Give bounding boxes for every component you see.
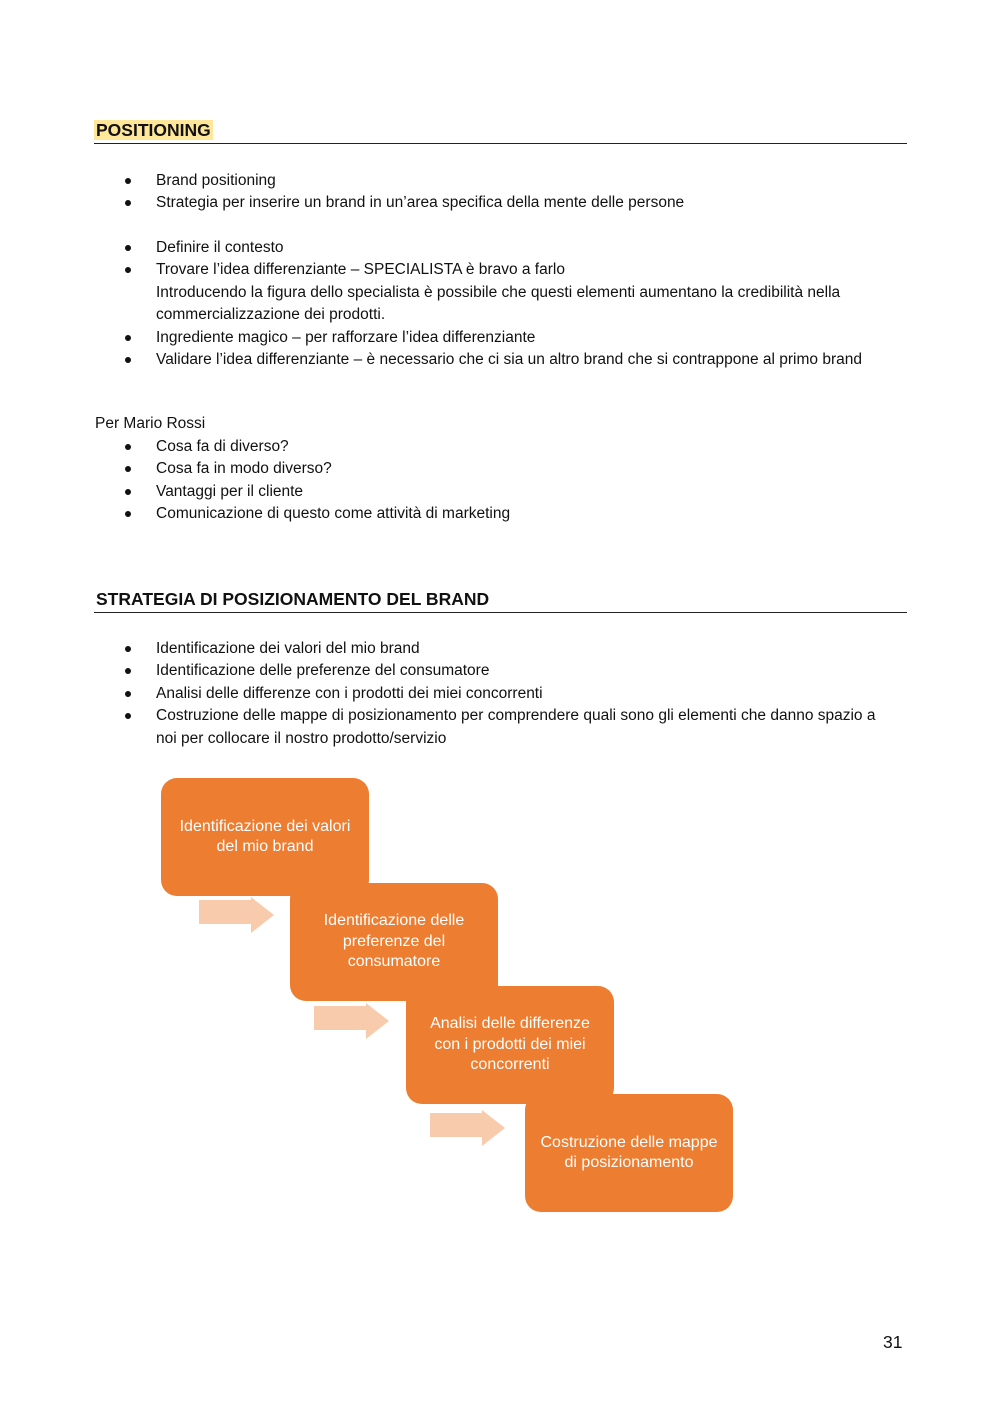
list-item-text: Trovare l’idea differenziante – SPECIALISTA è bravo a farlo (156, 261, 565, 279)
section-title: STRATEGIA DI POSIZIONAMENTO DEL BRAND (96, 589, 490, 609)
step-label: Identificazione delle preferenze del consumatore (323, 912, 465, 971)
list-item: Comunicazione di questo come attività di marketing (0, 503, 891, 525)
step-label: Costruzione delle mappe di posizionamento (540, 1133, 718, 1171)
specialist-note: Introducendo la figura dello specialista è possibile che questi elementi aumentano la credibilità nella commercializzazione dei prodotti. (156, 283, 841, 324)
positioning-list-1 (0, 170, 891, 215)
step-label: Analisi delle differenze con i prodotti dei miei concorrenti (430, 1015, 590, 1074)
list-item: Brand positioning (0, 170, 891, 192)
step-arrow-icon (430, 1110, 505, 1146)
list-item (0, 259, 891, 326)
list-item: Validare l’idea differenziante – è necessario che ci sia un altro brand che si contrappone al primo brand (0, 349, 891, 371)
diagram-step-3 (406, 986, 614, 1104)
step-arrow-icon (199, 897, 274, 933)
list-item: Definire il contesto (0, 237, 891, 259)
section-title: POSITIONING (96, 120, 211, 140)
list-item: Vantaggi per il cliente (0, 481, 891, 503)
page-number: 31 (883, 1332, 903, 1352)
list-item: Ingrediente magico – per rafforzare l’idea differenziante (0, 327, 891, 349)
section-strategy-heading (94, 588, 907, 613)
intro-text: Per Mario Rossi (95, 415, 206, 432)
list-item: Analisi delle differenze con i prodotti dei miei concorrenti (0, 683, 891, 705)
diagram-step-4 (525, 1094, 733, 1212)
questions-list (0, 436, 891, 526)
list-item: Identificazione dei valori del mio brand (0, 638, 891, 660)
positioning-list-2 (0, 237, 891, 371)
section-positioning-heading (94, 119, 907, 144)
strategy-list (0, 638, 891, 750)
list-item: Costruzione delle mappe di posizionamento per comprendere quali sono gli elementi che danno spazio a noi per collocare il nostro prodotto/servizio (0, 705, 891, 750)
list-item: Cosa fa in modo diverso? (0, 458, 891, 480)
step-label: Identificazione dei valori del mio brand (179, 817, 351, 855)
list-item: Identificazione delle preferenze del consumatore (0, 660, 891, 682)
diagram-step-1 (161, 778, 369, 896)
step-arrow-icon (314, 1003, 389, 1039)
diagram-step-2 (290, 883, 498, 1001)
list-item: Cosa fa di diverso? (0, 436, 891, 458)
list-item: Strategia per inserire un brand in un’area specifica della mente delle persone (0, 192, 891, 214)
